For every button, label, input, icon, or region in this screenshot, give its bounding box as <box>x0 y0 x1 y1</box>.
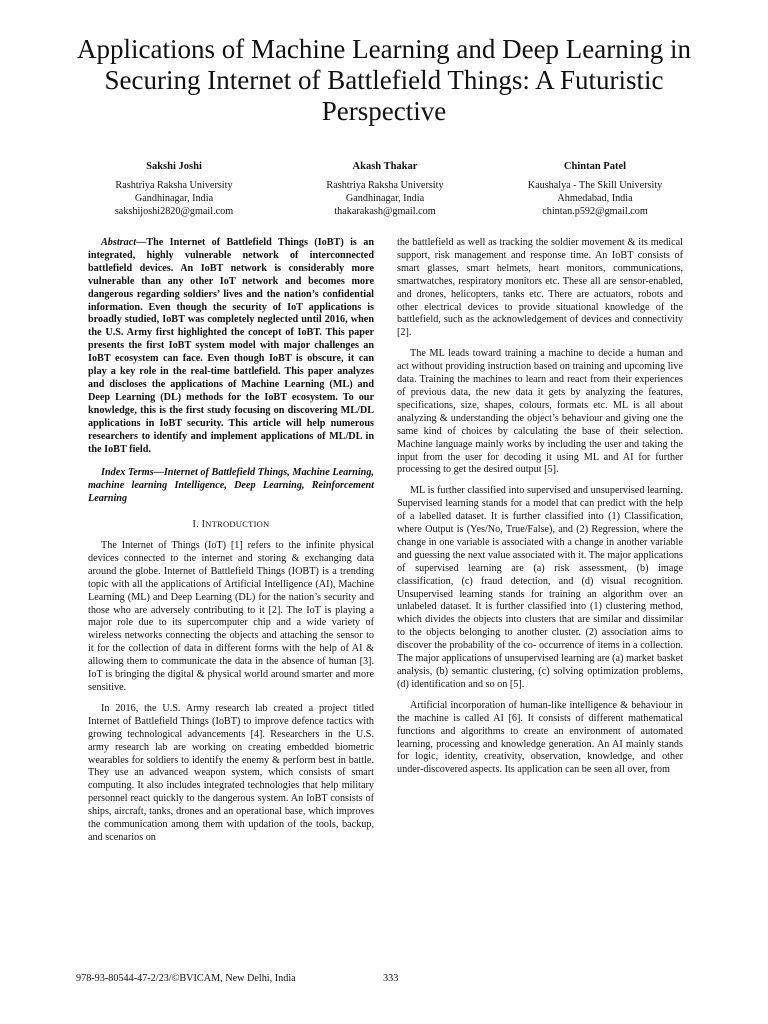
paper-title: Applications of Machine Learning and Deep Learning in Securing Internet of Battlefield Things: A Futuristic Perspective <box>76 34 692 126</box>
author-location: Gandhinagar, India <box>134 193 214 204</box>
author-email: thakarakash@gmail.com <box>334 206 436 217</box>
section-heading-introduction <box>88 518 374 532</box>
author-name: Akash Thakar <box>352 161 418 172</box>
abstract-label: Abstract— <box>101 237 147 248</box>
left-column <box>88 237 374 853</box>
author-affiliation: Rashtriya Raksha University <box>115 180 233 191</box>
section-initial: I <box>201 519 206 531</box>
author-2 <box>285 160 485 218</box>
section-rest: NTRODUCTION <box>205 519 270 530</box>
intro-paragraph-2: In 2016, the U.S. Army research lab created a project titled Internet of Battlefield Things (IoBT) to improve defence tactics with growing technological advancements [4]. Researchers in the U.S. army research lab are working on creating embedded biometric wearables for soldiers to identify the enemy & perform best in battle. They use an advanced weapon system, which consists of smart computing. It also includes integrated technologies that help military personnel react quickly to the dangerous system. An IoBT consists of ships, aircraft, tanks, drones and an operational base, which improves the communication among them with updation of the tools, backup, and scenarios on <box>88 702 374 843</box>
author-name: Chintan Patel <box>563 161 627 172</box>
author-email: sakshijoshi2820@gmail.com <box>114 206 234 217</box>
abstract <box>88 237 374 456</box>
right-paragraph-3: ML is further classified into supervised and unsupervised learning. Supervised learning stands for a model that can predict with the help of a labelled dataset. It is further classified into (1) Classification, where Output is (Yes/No, True/False), and (2) Regression, where the change in one variable is associated with a change in another variable and guessing the next value associated with it. The major applications of supervised learning are (a) risk assessment, (b) image classification, (c) fraud detection, and (d) visual recognition. Unsupervised learning stands for training an algorithm over an unlabeled dataset. It is further classified into (1) clustering method, which divides the objects into clusters that are similar and dissimilar to the objects belonging to another cluster. (2) association aims to discover the probability of the co- occurrence of items in a collection. The major applications of unsupervised learning are (a) market basket analysis, (b) semantic clustering, (c) solving optimization problems, (d) identification and so on [5]. <box>397 485 683 690</box>
section-number: I. <box>192 519 199 531</box>
page-number: 333 <box>383 973 399 984</box>
index-terms-text: Internet of Battlefield Things, Machine Learning, machine learning Intelligence, Deep Learning, Reinforcement Learning <box>88 467 374 505</box>
abstract-text: The Internet of Battlefield Things (IoBT) is an integrated, highly vulnerable network of interconnected battlefield devices. An IoBT network is considerably more vulnerable than any other IoT network and becomes more dangerous regarding soldiers’ lives and the nation’s confidential information. Even though the security of IoT applications is broadly studied, IoBT was completely neglected until 2016, when the U.S. Army first highlighted the concept of IoBT. This paper presents the first IoBT system model with major challenges an IoBT ecosystem can face. Even though IoBT is obscure, it can play a key role in the real-time battlefield. This paper analyzes and discloses the applications of Machine Learning (ML) and Deep Learning (DL) methods for the IoBT ecosystem. To our knowledge, this is the first study focusing on discovering ML/DL applications in IoBT security. This article will help numerous researchers to identify and implement applications of ML/DL in the IoBT field. <box>88 237 374 455</box>
right-column <box>397 237 683 785</box>
author-location: Gandhinagar, India <box>345 193 425 204</box>
footer-isbn: 978-93-80544-47-2/23/©BVICAM, New Delhi, India <box>76 973 296 984</box>
index-terms <box>88 467 374 506</box>
author-3 <box>495 160 695 218</box>
intro-paragraph-1: The Internet of Things (IoT) [1] refers to the infinite physical devices connected to the internet and storing & exchanging data around the globe. Internet of Battlefield Things (IOBT) is a trending topic with all the applications of Artificial Intelligence (AI), Machine Learning (ML) and Deep Learning (DL) for the nation’s security and those who are adversely contributing to it [2]. The IoT is playing a major role due to its supercomputer chip and a wide variety of wireless networks connecting the objects and attaching the sensor to it for the collection of data in different forms with the help of AI & allowing them to communicate the data in the absence of human [3]. IoT is bringing the digital & physical world around smarter and more sensitive. <box>88 540 374 693</box>
right-paragraph-4: Artificial incorporation of human-like intelligence & behaviour in the machine is called AI [6]. It consists of different mathematical functions and algorithms to create an environment of automated learning, processing and knowledge generation. An AI mainly stands for logic, identity, creativity, observation, knowledge, and other under-discovered aspects. Its application can be seen all over, from <box>397 699 683 776</box>
author-name: Sakshi Joshi <box>146 161 202 172</box>
index-terms-label: Index Terms— <box>101 467 164 479</box>
author-1 <box>74 160 274 218</box>
author-email: chintan.p592@gmail.com <box>542 206 648 217</box>
right-paragraph-2: The ML leads toward training a machine to decide a human and act without providing instruction based on training and upcoming live data. Training the machines to learn and react from their experiences of previous data, the new data it gets by analyzing the features, specifications, size, shapes, colours, formats etc. ML is all about analyzing & understanding the object’s behaviour and giving one the same kind of choices by calculating the base of their selection. Machine language mainly works by including the user and taking the input from the user for decoding it using ML and AI for further processing to get the desired output [5]. <box>397 348 683 476</box>
right-paragraph-1: the battlefield as well as tracking the soldier movement & its medical support, risk management and response time. An IoBT consists of smart glasses, smart helmets, heart monitors, communications, smartwatches, respiratory monitors etc. These all are sensor-enabled, and drones, helicopters, tanks etc. There are actuators, robots and other electrical devices to provide situational knowledge of the battlefield, such as the acknowledgement of devices and connectivity [2]. <box>397 237 683 339</box>
author-affiliation: Kaushalya - The Skill University <box>527 180 663 191</box>
author-affiliation: Rashtriya Raksha University <box>326 180 444 191</box>
author-location: Ahmedabad, India <box>557 193 633 204</box>
